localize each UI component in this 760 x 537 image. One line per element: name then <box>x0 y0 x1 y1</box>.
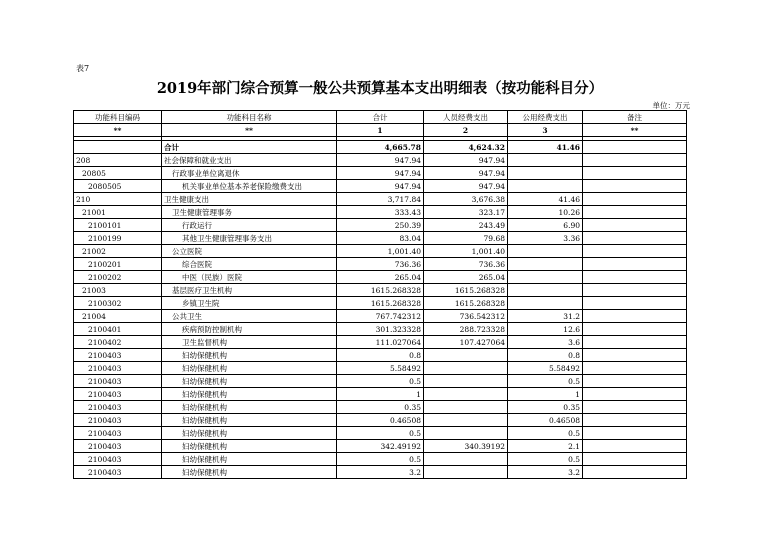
name-cell: 妇幼保健机构 <box>162 401 337 414</box>
name-cell: 中医（民族）医院 <box>162 271 337 284</box>
public-cell: 3.36 <box>508 232 583 245</box>
code-cell: 2100403 <box>74 349 162 362</box>
code-cell: 2100199 <box>74 232 162 245</box>
header-row <box>74 111 687 124</box>
table-row <box>74 336 687 349</box>
name-cell: 妇幼保健机构 <box>162 440 337 453</box>
table-row <box>74 284 687 297</box>
public-cell <box>508 297 583 310</box>
total-cell: 736.36 <box>337 258 424 271</box>
mark-cell: 3 <box>508 124 583 137</box>
name-cell: 妇幼保健机构 <box>162 388 337 401</box>
remark-cell <box>583 297 687 310</box>
code-cell: 21004 <box>74 310 162 323</box>
total-cell: 265.04 <box>337 271 424 284</box>
name-cell: 行政运行 <box>162 219 337 232</box>
mark-cell: ** <box>583 124 687 137</box>
name-cell: 机关事业单位基本养老保险缴费支出 <box>162 180 337 193</box>
remark-cell <box>583 271 687 284</box>
total-cell: 83.04 <box>337 232 424 245</box>
remark-cell <box>583 219 687 232</box>
table-row <box>74 375 687 388</box>
personnel-cell: 947.94 <box>424 154 508 167</box>
table-row <box>74 193 687 206</box>
col-header-public: 公用经费支出 <box>508 111 583 124</box>
total-row <box>74 141 687 154</box>
public-cell <box>508 271 583 284</box>
mark-cell: ** <box>74 124 162 137</box>
code-cell: 2100101 <box>74 219 162 232</box>
table-row <box>74 453 687 466</box>
personnel-cell <box>424 453 508 466</box>
public-cell <box>508 258 583 271</box>
personnel-cell: 288.723328 <box>424 323 508 336</box>
public-cell <box>508 284 583 297</box>
table-row <box>74 271 687 284</box>
personnel-cell: 736.542312 <box>424 310 508 323</box>
code-cell: 2100402 <box>74 336 162 349</box>
table-row <box>74 206 687 219</box>
code-cell: 208 <box>74 154 162 167</box>
table-row <box>74 466 687 479</box>
personnel-cell: 736.36 <box>424 258 508 271</box>
total-cell: 0.5 <box>337 453 424 466</box>
table-row <box>74 180 687 193</box>
table-row <box>74 349 687 362</box>
personnel-cell: 947.94 <box>424 167 508 180</box>
total-cell: 333.43 <box>337 206 424 219</box>
total-public: 41.46 <box>508 141 583 154</box>
personnel-cell <box>424 414 508 427</box>
personnel-cell: 243.49 <box>424 219 508 232</box>
name-cell: 疾病预防控制机构 <box>162 323 337 336</box>
table-row <box>74 427 687 440</box>
table-body <box>74 124 687 479</box>
code-cell: 2100403 <box>74 401 162 414</box>
remark-cell <box>583 453 687 466</box>
public-cell: 0.5 <box>508 453 583 466</box>
total-cell: 0.5 <box>337 375 424 388</box>
name-cell: 妇幼保健机构 <box>162 427 337 440</box>
name-cell: 社会保障和就业支出 <box>162 154 337 167</box>
table-row <box>74 154 687 167</box>
total-remark <box>583 141 687 154</box>
remark-cell <box>583 284 687 297</box>
personnel-cell: 323.17 <box>424 206 508 219</box>
remark-cell <box>583 232 687 245</box>
table-row <box>74 219 687 232</box>
col-header-code: 功能科目编码 <box>74 111 162 124</box>
remark-cell <box>583 427 687 440</box>
mark-cell: 2 <box>424 124 508 137</box>
public-cell: 3.6 <box>508 336 583 349</box>
personnel-cell <box>424 375 508 388</box>
total-cell: 947.94 <box>337 167 424 180</box>
total-cell: 342.49192 <box>337 440 424 453</box>
mark-cell: 1 <box>337 124 424 137</box>
name-cell: 妇幼保健机构 <box>162 466 337 479</box>
unit-label: 单位：万元 <box>652 101 690 110</box>
col-header-name: 功能科目名称 <box>162 111 337 124</box>
code-cell: 2100403 <box>74 362 162 375</box>
personnel-cell <box>424 349 508 362</box>
code-cell: 2100403 <box>74 440 162 453</box>
total-code-cell <box>74 141 162 154</box>
personnel-cell: 1615.268328 <box>424 284 508 297</box>
total-personnel: 4,624.32 <box>424 141 508 154</box>
total-cell: 3,717.84 <box>337 193 424 206</box>
code-cell: 210 <box>74 193 162 206</box>
code-cell: 2100403 <box>74 388 162 401</box>
remark-cell <box>583 154 687 167</box>
table-row <box>74 401 687 414</box>
total-cell: 111.027064 <box>337 336 424 349</box>
personnel-cell: 3,676.38 <box>424 193 508 206</box>
remark-cell <box>583 193 687 206</box>
total-cell: 1615.268328 <box>337 284 424 297</box>
name-cell: 卫生监督机构 <box>162 336 337 349</box>
table-row <box>74 258 687 271</box>
total-cell: 947.94 <box>337 154 424 167</box>
table-row <box>74 440 687 453</box>
code-cell: 21001 <box>74 206 162 219</box>
total-cell: 0.46508 <box>337 414 424 427</box>
total-cell: 5.58492 <box>337 362 424 375</box>
public-cell: 0.5 <box>508 375 583 388</box>
code-cell: 21002 <box>74 245 162 258</box>
table-row <box>74 245 687 258</box>
public-cell: 41.46 <box>508 193 583 206</box>
remark-cell <box>583 180 687 193</box>
name-cell: 基层医疗卫生机构 <box>162 284 337 297</box>
public-cell: 10.26 <box>508 206 583 219</box>
remark-cell <box>583 167 687 180</box>
personnel-cell: 79.68 <box>424 232 508 245</box>
name-cell: 卫生健康管理事务 <box>162 206 337 219</box>
personnel-cell: 947.94 <box>424 180 508 193</box>
public-cell: 6.90 <box>508 219 583 232</box>
name-cell: 其他卫生健康管理事务支出 <box>162 232 337 245</box>
code-cell: 2100403 <box>74 453 162 466</box>
name-cell: 卫生健康支出 <box>162 193 337 206</box>
public-cell: 3.2 <box>508 466 583 479</box>
total-cell: 767.742312 <box>337 310 424 323</box>
name-cell: 妇幼保健机构 <box>162 362 337 375</box>
name-cell: 公立医院 <box>162 245 337 258</box>
public-cell <box>508 180 583 193</box>
total-cell: 0.8 <box>337 349 424 362</box>
code-cell: 2100403 <box>74 414 162 427</box>
remark-cell <box>583 310 687 323</box>
remark-cell <box>583 323 687 336</box>
public-cell: 0.5 <box>508 427 583 440</box>
remark-cell <box>583 206 687 219</box>
remark-cell <box>583 375 687 388</box>
remark-cell <box>583 362 687 375</box>
remark-cell <box>583 245 687 258</box>
personnel-cell <box>424 401 508 414</box>
total-label: 合计 <box>162 141 337 154</box>
total-cell: 3.2 <box>337 466 424 479</box>
code-cell: 2080505 <box>74 180 162 193</box>
personnel-cell: 265.04 <box>424 271 508 284</box>
public-cell: 0.46508 <box>508 414 583 427</box>
table-row <box>74 167 687 180</box>
name-cell: 妇幼保健机构 <box>162 414 337 427</box>
name-cell: 乡镇卫生院 <box>162 297 337 310</box>
personnel-cell <box>424 362 508 375</box>
name-cell: 公共卫生 <box>162 310 337 323</box>
total-cell: 1,001.40 <box>337 245 424 258</box>
public-cell: 0.35 <box>508 401 583 414</box>
code-cell: 2100201 <box>74 258 162 271</box>
code-cell: 21003 <box>74 284 162 297</box>
name-cell: 妇幼保健机构 <box>162 375 337 388</box>
personnel-cell: 1,001.40 <box>424 245 508 258</box>
public-cell: 5.58492 <box>508 362 583 375</box>
code-cell: 2100202 <box>74 271 162 284</box>
remark-cell <box>583 258 687 271</box>
table-number: 表7 <box>76 64 90 73</box>
col-header-remark: 备注 <box>583 111 687 124</box>
remark-cell <box>583 466 687 479</box>
budget-table <box>73 110 687 479</box>
mark-cell: ** <box>162 124 337 137</box>
public-cell: 12.6 <box>508 323 583 336</box>
name-cell: 妇幼保健机构 <box>162 349 337 362</box>
public-cell <box>508 245 583 258</box>
col-header-personnel: 人员经费支出 <box>424 111 508 124</box>
page-title: 2019年部门综合预算一般公共预算基本支出明细表（按功能科目分） <box>156 80 604 97</box>
public-cell: 2.1 <box>508 440 583 453</box>
total-cell: 1615.268328 <box>337 297 424 310</box>
code-cell: 2100401 <box>74 323 162 336</box>
personnel-cell <box>424 388 508 401</box>
table-row <box>74 323 687 336</box>
public-cell: 1 <box>508 388 583 401</box>
remark-cell <box>583 349 687 362</box>
public-cell <box>508 167 583 180</box>
code-cell: 20805 <box>74 167 162 180</box>
personnel-cell: 1615.268328 <box>424 297 508 310</box>
col-header-total: 合计 <box>337 111 424 124</box>
total-cell: 0.5 <box>337 427 424 440</box>
code-cell: 2100403 <box>74 466 162 479</box>
table-row <box>74 232 687 245</box>
name-cell: 综合医院 <box>162 258 337 271</box>
remark-cell <box>583 336 687 349</box>
table-row <box>74 297 687 310</box>
code-cell: 2100302 <box>74 297 162 310</box>
name-cell: 妇幼保健机构 <box>162 453 337 466</box>
total-cell: 250.39 <box>337 219 424 232</box>
public-cell <box>508 154 583 167</box>
remark-cell <box>583 414 687 427</box>
personnel-cell <box>424 466 508 479</box>
column-number-row <box>74 124 687 137</box>
table-row <box>74 414 687 427</box>
personnel-cell: 107.427064 <box>424 336 508 349</box>
remark-cell <box>583 440 687 453</box>
remark-cell <box>583 401 687 414</box>
table-row <box>74 362 687 375</box>
total-cell: 1 <box>337 388 424 401</box>
personnel-cell <box>424 427 508 440</box>
table-row <box>74 388 687 401</box>
total-cell: 0.35 <box>337 401 424 414</box>
public-cell: 0.8 <box>508 349 583 362</box>
remark-cell <box>583 388 687 401</box>
code-cell: 2100403 <box>74 375 162 388</box>
public-cell: 31.2 <box>508 310 583 323</box>
table-row <box>74 310 687 323</box>
total-sum: 4,665.78 <box>337 141 424 154</box>
total-cell: 301.323328 <box>337 323 424 336</box>
name-cell: 行政事业单位离退休 <box>162 167 337 180</box>
code-cell: 2100403 <box>74 427 162 440</box>
personnel-cell: 340.39192 <box>424 440 508 453</box>
total-cell: 947.94 <box>337 180 424 193</box>
